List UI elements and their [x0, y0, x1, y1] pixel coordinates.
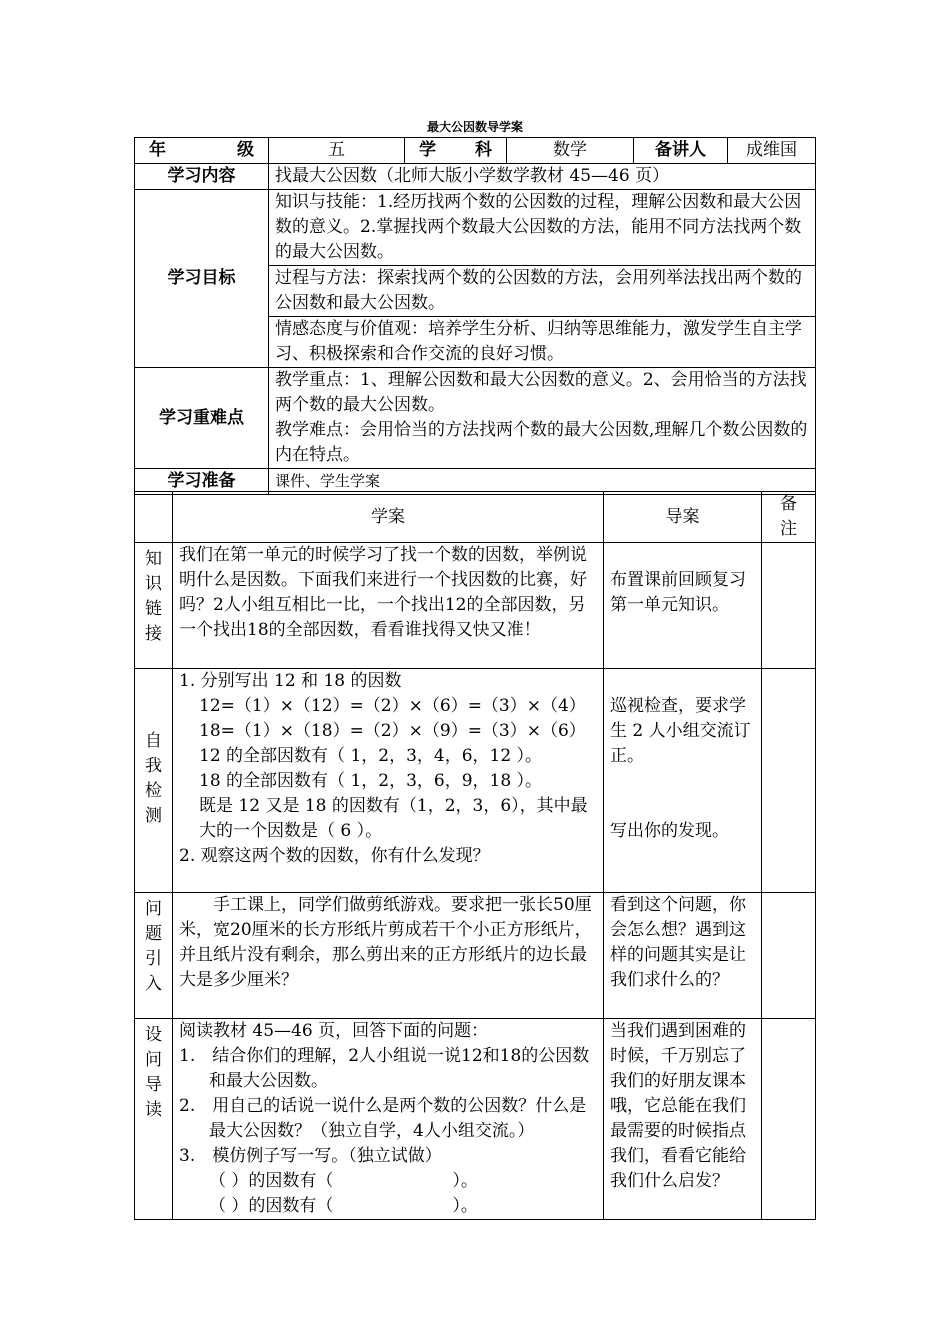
prep-value: 课件、学生学案: [269, 469, 816, 495]
corner-cell: [135, 492, 173, 543]
section-label: 设问导读: [135, 1019, 173, 1220]
section-label: 自我检测: [135, 669, 173, 893]
subject-label: 学 科: [405, 138, 507, 164]
col-guide: 导案: [604, 492, 762, 543]
subject-value: 数学: [507, 138, 634, 164]
key-difficulty: 教学难点：会用恰当的方法找两个数的最大公因数,理解几个数公因数的内在特点。: [275, 420, 808, 465]
keypoints-value: [269, 368, 816, 469]
goal-knowledge: 知识与技能：1.经历找两个数的公因数的过程，理解公因数和最大公因数的意义。2.掌握找两个数最大公因数的方法，能用不同方法找两个数的最大公因数。: [269, 190, 816, 266]
section-guide: 布置课前回顾复习第一单元知识。: [604, 543, 762, 669]
section-note: [762, 893, 816, 1019]
content-label: 学习内容: [135, 164, 269, 190]
keypoints-label: 学习重难点: [135, 368, 269, 469]
col-study: 学案: [173, 492, 604, 543]
section-guide: 巡视检查，要求学生 2 人小组交流订正。 写出你的发现。: [604, 669, 762, 893]
section-note: [762, 543, 816, 669]
lesson-table: [134, 491, 816, 1220]
grade-value: 五: [269, 138, 405, 164]
section-note: [762, 669, 816, 893]
teacher-label: 备讲人: [634, 138, 728, 164]
section-study: 我们在第一单元的时候学习了找一个数的因数，举例说明什么是因数。下面我们来进行一个找因数的比赛，好吗？2人小组互相比一比，一个找出12的全部因数，另一个找出18的全部因数，看看谁找得又快又准！: [173, 543, 604, 669]
goals-label: 学习目标: [135, 190, 269, 368]
section-guide: 看到这个问题，你会怎么想？遇到这样的问题其实是让我们求什么的？: [604, 893, 762, 1019]
section-note: [762, 1019, 816, 1220]
section-label: 问题引入: [135, 893, 173, 1019]
section-study: 手工课上，同学们做剪纸游戏。要求把一张长50厘米，宽20厘米的长方形纸片剪成若干个小正方形纸片，并且纸片没有剩余，那么剪出来的正方形纸片的边长最大是多少厘米？: [173, 893, 604, 1019]
section-guide: 当我们遇到困难的时候，千万别忘了我们的好朋友课本哦，它总能在我们最需要的时候指点我们，看看它能给我们什么启发？: [604, 1019, 762, 1220]
section-study: 阅读教材 45—46 页，回答下面的问题： 1. 结合你们的理解，2人小组说一说12和18的公因数和最大公因数。 2. 用自己的话说一说什么是两个数的公因数？什么是最大公因数？（独立自学，4人小组交流。） 3. 模仿例子写一写。（独立试做） （ ）的因数有（ ）。 （ ）的因数有（ ）。: [173, 1019, 604, 1220]
info-table: [134, 137, 816, 495]
col-note: 备 注: [762, 492, 816, 543]
goal-process: 过程与方法：探索找两个数的公因数的方法，会用列举法找出两个数的公因数和最大公因数。: [269, 266, 816, 317]
key-focus: 教学重点：1、理解公因数和最大公因数的意义。2、会用恰当的方法找两个数的最大公因数。: [275, 370, 807, 415]
goal-attitude: 情感态度与价值观：培养学生分析、归纳等思维能力，激发学生自主学习、积极探索和合作交流的良好习惯。: [269, 317, 816, 368]
prep-label: 学习准备: [135, 469, 269, 495]
content-value: 找最大公因数（北师大版小学数学教材 45—46 页）: [269, 164, 816, 190]
section-study: 1. 分别写出 12 和 18 的因数 12=（1）×（12）=（2）×（6）=（3）×（4） 18=（1）×（18）=（2）×（9）=（3）×（6） 12 的全部因数有（ 1，2，3，4，6，12 ）。 18 的全部因数有（ 1，2，3，6，9，18 ）。 既是 12 又是 18 的因数有（1，2，3，6），其中最大的一个因数是（ 6 ）。 2. 观察这两个数的因数，你有什么发现？: [173, 669, 604, 893]
page-title: 最大公因数导学案: [426, 120, 523, 134]
teacher-value: 成维国: [728, 138, 816, 164]
section-label: 知识链接: [135, 543, 173, 669]
grade-label: 年 级: [135, 138, 269, 164]
